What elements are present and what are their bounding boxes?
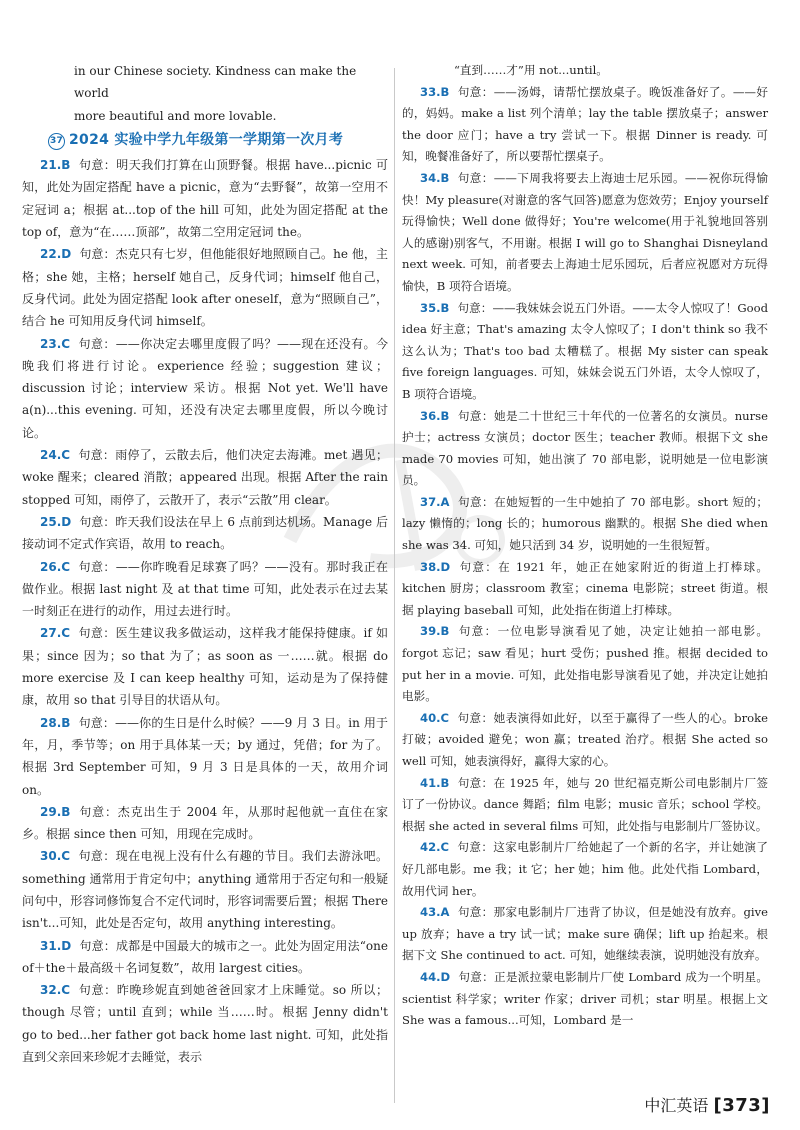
answer-letter: D bbox=[61, 514, 72, 529]
answer-letter: A bbox=[440, 494, 450, 509]
answer-list bbox=[402, 82, 768, 1032]
explanation-text: 句意：成都是中国最大的城市之一。此处为固定用法“one of＋the＋最高级＋名词复数”，故用 largest cities。 bbox=[22, 938, 388, 975]
explanation-text: 句意：在 1925 年，她与 20 世纪福克斯公司电影制片厂签订了一份协议。dance 舞蹈；film 电影；music 音乐；school 学校。根据 she acted in several films 可知，此处指与电影制片厂签协议。 bbox=[402, 775, 768, 833]
answer-item bbox=[402, 773, 768, 838]
continuation-text bbox=[22, 60, 388, 127]
answer-item bbox=[402, 82, 768, 168]
answer-letter: C bbox=[61, 626, 71, 641]
answer-item bbox=[22, 801, 388, 846]
explanation-text: 句意：她是二十世纪三十年代的一位著名的女演员。nurse 护士；actress 女演员；doctor 医生；teacher 教师。根据下文 she made 70 movies 可知，她出演了 70 部电影，说明她是一位电影演员。 bbox=[402, 408, 768, 488]
question-number: 27. bbox=[40, 626, 62, 641]
answer-letter: C bbox=[61, 336, 71, 351]
answer-item bbox=[402, 298, 768, 406]
page-footer bbox=[644, 1093, 770, 1116]
explanation-text: 句意：在她短暂的一生中她拍了 70 部电影。short 短的；lazy 懒惰的；long 长的；humorous 幽默的。根据 She died when she was 34. 可知，她只活到 34 岁，说明她的一生很短暂。 bbox=[402, 494, 768, 553]
answer-letter: C bbox=[61, 849, 71, 864]
question-number: 39. bbox=[420, 624, 441, 639]
question-number: 37. bbox=[420, 494, 441, 509]
answer-item bbox=[22, 845, 388, 934]
answer-letter: B bbox=[440, 170, 450, 185]
answer-letter: C bbox=[440, 840, 450, 855]
explanation-text: 句意：她表演得如此好，以至于赢得了一些人的心。broke 打破；avoided 避免；won 赢；treated 治疗。根据 She acted so well 可知，她表演得好，赢得大家的心。 bbox=[402, 710, 768, 768]
column-divider bbox=[394, 68, 395, 1103]
question-number: 30. bbox=[40, 849, 62, 864]
answer-item bbox=[402, 557, 768, 622]
answer-item bbox=[402, 492, 768, 557]
question-number: 34. bbox=[420, 170, 441, 185]
explanation-text: 句意：医生建议我多做运动，这样我才能保持健康。if 如果；since 因为；so that 为了；as soon as 一……就。根据 do more exercise 及 I can keep healthy 可知，运动是为了保持健康，故用 so that 引导目的状语从句。 bbox=[22, 626, 388, 708]
explanation-text: 句意：那家电影制片厂违背了协议，但是她没有放弃。give up 放弃；have a try 试一试；make sure 确保；lift up 抬起来。根据下文 She continued to act. 可知，她继续表演，说明她没有放弃。 bbox=[402, 905, 768, 963]
section-number-badge: 37 bbox=[48, 133, 65, 150]
answer-letter: C bbox=[440, 710, 450, 725]
explanation-text: 句意：杰克出生于 2004 年，从那时起他就一直住在家乡。根据 since then 可知，用现在完成时。 bbox=[22, 804, 388, 842]
answer-item bbox=[402, 837, 768, 902]
explanation-text: 句意：——你昨晚看足球赛了吗？——没有。那时我正在做作业。根据 last night 及 at that time 可知，此处表示在过去某一时刻正在进行的动作，用过去进行时。 bbox=[22, 559, 388, 619]
answer-letter: B bbox=[61, 158, 71, 173]
answer-item bbox=[22, 622, 388, 711]
answer-letter: D bbox=[440, 969, 451, 984]
question-number: 22. bbox=[40, 247, 62, 262]
explanation-text: 句意：——你的生日是什么时候？——9 月 3 日。in 用于年，月，季节等；on 用于具体某一天；by 通过，凭借；for 为了。根据 3rd September 可知，9 月 3 日是具体的一天，故用介词 on。 bbox=[22, 715, 388, 797]
answer-letter: A bbox=[440, 905, 450, 920]
answer-letter: B bbox=[61, 804, 71, 819]
continuation-line: “直到……才”用 not...until。 bbox=[454, 63, 608, 77]
answer-letter: D bbox=[61, 247, 72, 262]
answer-letter: B bbox=[440, 84, 450, 99]
answer-item bbox=[22, 243, 388, 332]
answer-letter: C bbox=[61, 983, 71, 998]
question-number: 21. bbox=[40, 158, 62, 173]
explanation-text: 句意：杰克只有七岁，但他能很好地照顾自己。he 他，主格；she 她，主格；herself 她自己，反身代词；himself 他自己，反身代词。此处为固定搭配 look after oneself，意为“照顾自己”，结合 he 可知用反身代词 himself。 bbox=[22, 247, 388, 329]
answer-list bbox=[22, 154, 388, 1068]
explanation-text: 句意：——下周我将要去上海迪士尼乐园。——祝你玩得愉快！My pleasure(对谢意的客气回答)愿意为您效劳；Enjoy yourself 玩得愉快；Well done 做得好；You're welcome(用于礼貌地回答别人的感谢)别客气，不用谢。根据 I will go to Shanghai Disneyland next week. 可知，前者要去上海迪士尼乐园玩，后者应祝愿对方玩得愉快，B 项符合语境。 bbox=[402, 170, 768, 293]
answer-letter: C bbox=[61, 448, 71, 463]
answer-item bbox=[402, 902, 768, 967]
question-number: 38. bbox=[420, 559, 441, 574]
question-number: 28. bbox=[40, 715, 62, 730]
section-heading bbox=[48, 129, 388, 151]
explanation-text: 句意：正是派拉蒙电影制片厂使 Lombard 成为一个明星。scientist 科学家；writer 作家；driver 司机；star 明星。根据上文 She was a famous...可知，Lombard 是一 bbox=[402, 969, 768, 1028]
question-number: 35. bbox=[420, 300, 441, 315]
answer-letter: B bbox=[440, 300, 450, 315]
continuation-line: more beautiful and more lovable. bbox=[74, 108, 277, 123]
answer-item bbox=[22, 154, 388, 243]
answer-item bbox=[22, 444, 388, 511]
answer-item bbox=[402, 708, 768, 773]
question-number: 23. bbox=[40, 336, 62, 351]
section-title: 2024 实验中学九年级第一学期第一次月考 bbox=[69, 131, 344, 148]
explanation-text: 句意：这家电影制片厂给她起了一个新的名字，并让她演了好几部电影。me 我；it 它；her 她；him 他。此处代指 Lombard，故用代词 her。 bbox=[402, 840, 768, 898]
answer-item bbox=[22, 935, 388, 980]
continuation-line: in our Chinese society. Kindness can make the world bbox=[74, 64, 357, 101]
question-number: 43. bbox=[420, 905, 441, 920]
answer-letter: B bbox=[61, 715, 71, 730]
question-number: 25. bbox=[40, 514, 62, 529]
right-column bbox=[402, 60, 768, 1032]
explanation-text: 句意：现在电视上没有什么有趣的节目。我们去游泳吧。something 通常用于肯定句中；anything 通常用于否定句和一般疑问句中，形容词修饰复合不定代词时，形容词需要后置；根据 There isn't...可知，此处是否定句，故用 anything interesting。 bbox=[22, 849, 388, 931]
page-number: [373] bbox=[713, 1095, 770, 1116]
explanation-text: 句意：——汤姆，请帮忙摆放桌子。晚饭准备好了。——好的，妈妈。make a list 列个清单；lay the table 摆放桌子；answer the door 应门；have a try 尝试一下。根据 Dinner is ready. 可知，晚餐准备好了，所以要帮忙摆桌子。 bbox=[402, 84, 768, 164]
question-number: 44. bbox=[420, 969, 441, 984]
question-number: 33. bbox=[420, 84, 441, 99]
question-number: 26. bbox=[40, 559, 62, 574]
answer-item bbox=[22, 979, 388, 1068]
question-number: 41. bbox=[420, 775, 441, 790]
explanation-text: 句意：明天我们打算在山顶野餐。根据 have...picnic 可知，此处为固定搭配 have a picnic，意为“去野餐”，故第一空用不定冠词 a；根据 at...top of the hill 可知，此处为固定搭配 at the top of，意为“在……顶部”，故第二空用定冠词 the。 bbox=[22, 158, 388, 240]
question-number: 36. bbox=[420, 408, 441, 423]
explanation-text: 句意：在 1921 年，她正在她家附近的街道上打棒球。kitchen 厨房；classroom 教室；cinema 电影院；street 街道。根据 playing baseball 可知，此处指在街道上打棒球。 bbox=[402, 559, 768, 617]
answer-letter: C bbox=[61, 559, 71, 574]
book-title: 中汇英语 bbox=[644, 1096, 709, 1115]
question-number: 42. bbox=[420, 840, 441, 855]
question-number: 32. bbox=[40, 983, 62, 998]
explanation-text: 句意：——你决定去哪里度假了吗？——现在还没有。今晚我们将进行讨论。experience 经验；suggestion 建议；discussion 讨论；interview 采访。根据 Not yet. We'll have a(n)...this evening. 可知，还没有决定去哪里度假，所以今晚讨论。 bbox=[22, 336, 388, 440]
explanation-text: 句意：雨停了，云散去后，他们决定去海滩。met 遇见；woke 醒来；cleared 消散；appeared 出现。根据 After the rain stopped 可知，雨停了，云散开了，表示“云散”用 clear。 bbox=[22, 448, 388, 507]
explanation-text: 句意：一位电影导演看见了她，决定让她拍一部电影。forgot 忘记；saw 看见；hurt 受伤；pushed 推。根据 decided to put her in a movie. 可知，此处指电影导演看见了她，并决定让她拍电影。 bbox=[402, 624, 768, 704]
answer-letter: B bbox=[440, 408, 450, 423]
answer-letter: B bbox=[440, 775, 450, 790]
answer-item bbox=[402, 621, 768, 707]
answer-item bbox=[22, 333, 388, 444]
answer-item bbox=[22, 556, 388, 623]
question-number: 29. bbox=[40, 804, 62, 819]
answer-letter: D bbox=[440, 559, 451, 574]
question-number: 24. bbox=[40, 448, 62, 463]
answer-item bbox=[22, 511, 388, 556]
answer-letter: B bbox=[440, 624, 450, 639]
question-number: 31. bbox=[40, 938, 62, 953]
answer-letter: D bbox=[61, 938, 72, 953]
left-column bbox=[22, 60, 388, 1068]
answer-item bbox=[402, 967, 768, 1032]
answer-item bbox=[402, 406, 768, 492]
question-number: 40. bbox=[420, 710, 441, 725]
answer-item bbox=[402, 168, 768, 298]
explanation-text: 句意：昨天我们设法在早上 6 点前到达机场。Manage 后接动词不定式作宾语，故用 to reach。 bbox=[22, 514, 388, 552]
explanation-text: 句意：——我妹妹会说五门外语。——太令人惊叹了！Good idea 好主意；That's amazing 太令人惊叹了；I don't think so 我不这么认为；That's too bad 太糟糕了。根据 My sister can speak five foreign languages. 可知，妹妹会说五门外语，太令人惊叹了，B 项符合语境。 bbox=[402, 300, 768, 401]
explanation-text: 句意：昨晚珍妮直到她爸爸回家才上床睡觉。so 所以；though 尽管；until 直到；while 当……时。根据 Jenny didn't go to bed...her father got back home last night. 可知，此处指直到父亲回来珍妮才去睡觉，表示 bbox=[22, 983, 388, 1065]
answer-item bbox=[22, 712, 388, 801]
